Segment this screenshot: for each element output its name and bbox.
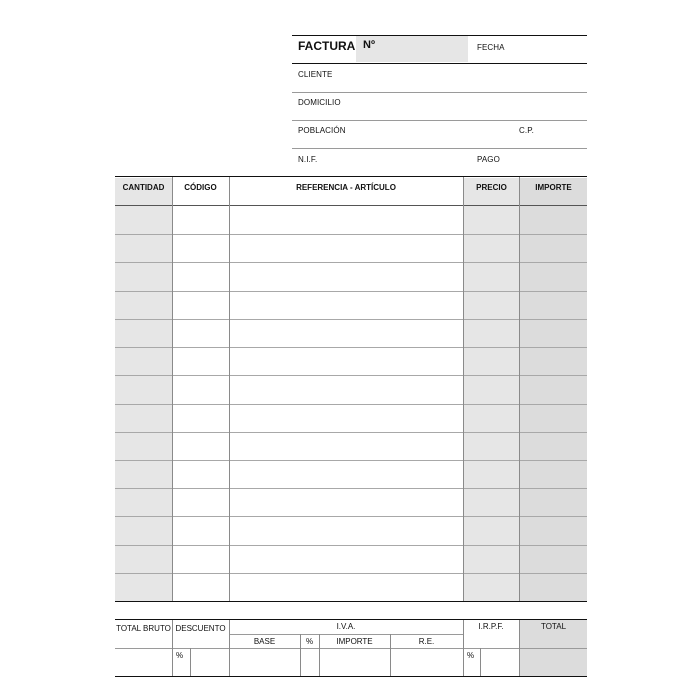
cell-amount[interactable]	[520, 291, 587, 318]
vat-subheader-rule	[229, 634, 463, 635]
vat-re-field[interactable]	[390, 649, 463, 676]
column-header-price: PRECIO	[476, 183, 507, 192]
row-rule	[115, 404, 587, 405]
cell-code[interactable]	[172, 432, 229, 459]
vat-label: I.V.A.	[336, 622, 356, 631]
column-divider	[463, 177, 464, 601]
row-rule	[115, 573, 587, 574]
date-field[interactable]	[468, 36, 587, 62]
cell-code[interactable]	[172, 545, 229, 572]
cell-price[interactable]	[463, 516, 519, 543]
vat-base-field[interactable]	[229, 649, 300, 676]
total-label: TOTAL	[540, 622, 567, 631]
cell-reference[interactable]	[229, 404, 463, 431]
cell-reference[interactable]	[229, 545, 463, 572]
discount-label: DESCUENTO	[175, 624, 226, 633]
cell-amount[interactable]	[520, 375, 587, 402]
cell-price[interactable]	[463, 460, 519, 487]
cell-amount[interactable]	[520, 262, 587, 289]
vat-re-label: R.E.	[418, 637, 435, 646]
discount-field[interactable]	[190, 649, 229, 676]
tax-id-field[interactable]	[292, 149, 462, 176]
cell-reference[interactable]	[229, 432, 463, 459]
cell-amount[interactable]	[520, 347, 587, 374]
tax-id-label: N.I.F.	[298, 155, 318, 164]
cell-reference[interactable]	[229, 234, 463, 261]
cell-code[interactable]	[172, 234, 229, 261]
gross-total-field[interactable]	[115, 649, 172, 676]
column-divider	[229, 177, 230, 601]
vat-percent-label: %	[305, 637, 314, 646]
row-rule	[115, 545, 587, 546]
cell-quantity[interactable]	[115, 262, 172, 289]
irpf-percent-symbol: %	[467, 651, 475, 660]
postcode-label: C.P.	[519, 126, 534, 135]
totals-bottom-rule	[115, 676, 587, 677]
cell-quantity[interactable]	[115, 432, 172, 459]
gross-total-label: TOTAL BRUTO	[116, 624, 171, 633]
row-rule	[115, 516, 587, 517]
column-divider	[172, 177, 173, 601]
vat-amount-field[interactable]	[319, 649, 390, 676]
cell-code[interactable]	[172, 347, 229, 374]
payment-label: PAGO	[477, 155, 500, 164]
cell-price[interactable]	[463, 319, 519, 346]
invoice-number-label: Nº	[363, 39, 375, 51]
row-rule	[115, 291, 587, 292]
address-field[interactable]	[292, 93, 587, 120]
cell-price[interactable]	[463, 291, 519, 318]
cell-reference[interactable]	[229, 347, 463, 374]
discount-percent-symbol: %	[176, 651, 184, 660]
cell-amount[interactable]	[520, 516, 587, 543]
vat-base-label: BASE	[253, 637, 276, 646]
cell-code[interactable]	[172, 291, 229, 318]
cell-amount[interactable]	[520, 460, 587, 487]
total-field[interactable]	[520, 649, 587, 676]
cell-price[interactable]	[463, 545, 519, 572]
postcode-field[interactable]	[540, 121, 587, 148]
cell-code[interactable]	[172, 488, 229, 515]
cell-quantity[interactable]	[115, 488, 172, 515]
cell-quantity[interactable]	[115, 460, 172, 487]
cell-code[interactable]	[172, 516, 229, 543]
cell-reference[interactable]	[229, 262, 463, 289]
irpf-field[interactable]	[480, 649, 519, 676]
column-header-reference: REFERENCIA - ARTÍCULO	[296, 183, 396, 192]
vat-percent-field[interactable]	[300, 649, 319, 676]
client-label: CLIENTE	[298, 70, 333, 79]
cell-amount[interactable]	[520, 432, 587, 459]
cell-quantity[interactable]	[115, 545, 172, 572]
irpf-label: I.R.P.F.	[478, 622, 504, 631]
cell-reference[interactable]	[229, 291, 463, 318]
cell-quantity[interactable]	[115, 347, 172, 374]
table-bottom-rule	[115, 601, 587, 602]
cell-reference[interactable]	[229, 206, 463, 233]
date-label: FECHA	[477, 43, 505, 52]
cell-code[interactable]	[172, 262, 229, 289]
column-header-quantity: CANTIDAD	[122, 183, 165, 192]
invoice-title: FACTURA	[298, 39, 356, 53]
row-rule	[115, 262, 587, 263]
cell-amount[interactable]	[520, 206, 587, 233]
cell-quantity[interactable]	[115, 573, 172, 600]
town-field[interactable]	[292, 121, 512, 148]
row-rule	[115, 432, 587, 433]
cell-price[interactable]	[463, 488, 519, 515]
cell-reference[interactable]	[229, 488, 463, 515]
address-label: DOMICILIO	[298, 98, 341, 107]
cell-price[interactable]	[463, 573, 519, 600]
payment-field[interactable]	[500, 149, 587, 176]
cell-price[interactable]	[463, 206, 519, 233]
cell-code[interactable]	[172, 375, 229, 402]
cell-quantity[interactable]	[115, 234, 172, 261]
cell-quantity[interactable]	[115, 516, 172, 543]
column-header-amount: IMPORTE	[535, 183, 572, 192]
cell-amount[interactable]	[520, 488, 587, 515]
vat-amount-label: IMPORTE	[336, 637, 373, 646]
cell-reference[interactable]	[229, 516, 463, 543]
cell-quantity[interactable]	[115, 206, 172, 233]
cell-code[interactable]	[172, 319, 229, 346]
cell-reference[interactable]	[229, 375, 463, 402]
cell-code[interactable]	[172, 460, 229, 487]
cell-reference[interactable]	[229, 573, 463, 600]
cell-price[interactable]	[463, 375, 519, 402]
client-field[interactable]	[292, 64, 587, 91]
cell-price[interactable]	[463, 404, 519, 431]
row-rule	[115, 460, 587, 461]
cell-amount[interactable]	[520, 573, 587, 600]
cell-code[interactable]	[172, 573, 229, 600]
column-divider	[519, 177, 520, 601]
row-rule	[115, 319, 587, 320]
cell-price[interactable]	[463, 432, 519, 459]
totals-top-rule	[115, 619, 587, 620]
cell-reference[interactable]	[229, 319, 463, 346]
cell-quantity[interactable]	[115, 375, 172, 402]
column-header-code: CÓDIGO	[184, 183, 217, 192]
town-label: POBLACIÓN	[298, 126, 346, 135]
cell-reference[interactable]	[229, 460, 463, 487]
row-rule	[115, 488, 587, 489]
cell-price[interactable]	[463, 234, 519, 261]
row-rule	[115, 347, 587, 348]
cell-code[interactable]	[172, 404, 229, 431]
cell-quantity[interactable]	[115, 404, 172, 431]
cell-price[interactable]	[463, 262, 519, 289]
cell-quantity[interactable]	[115, 319, 172, 346]
row-rule	[115, 375, 587, 376]
cell-price[interactable]	[463, 347, 519, 374]
cell-amount[interactable]	[520, 404, 587, 431]
cell-amount[interactable]	[520, 545, 587, 572]
table-top-rule	[115, 176, 587, 177]
cell-amount[interactable]	[520, 319, 587, 346]
cell-quantity[interactable]	[115, 291, 172, 318]
row-rule	[115, 234, 587, 235]
cell-code[interactable]	[172, 206, 229, 233]
cell-amount[interactable]	[520, 234, 587, 261]
